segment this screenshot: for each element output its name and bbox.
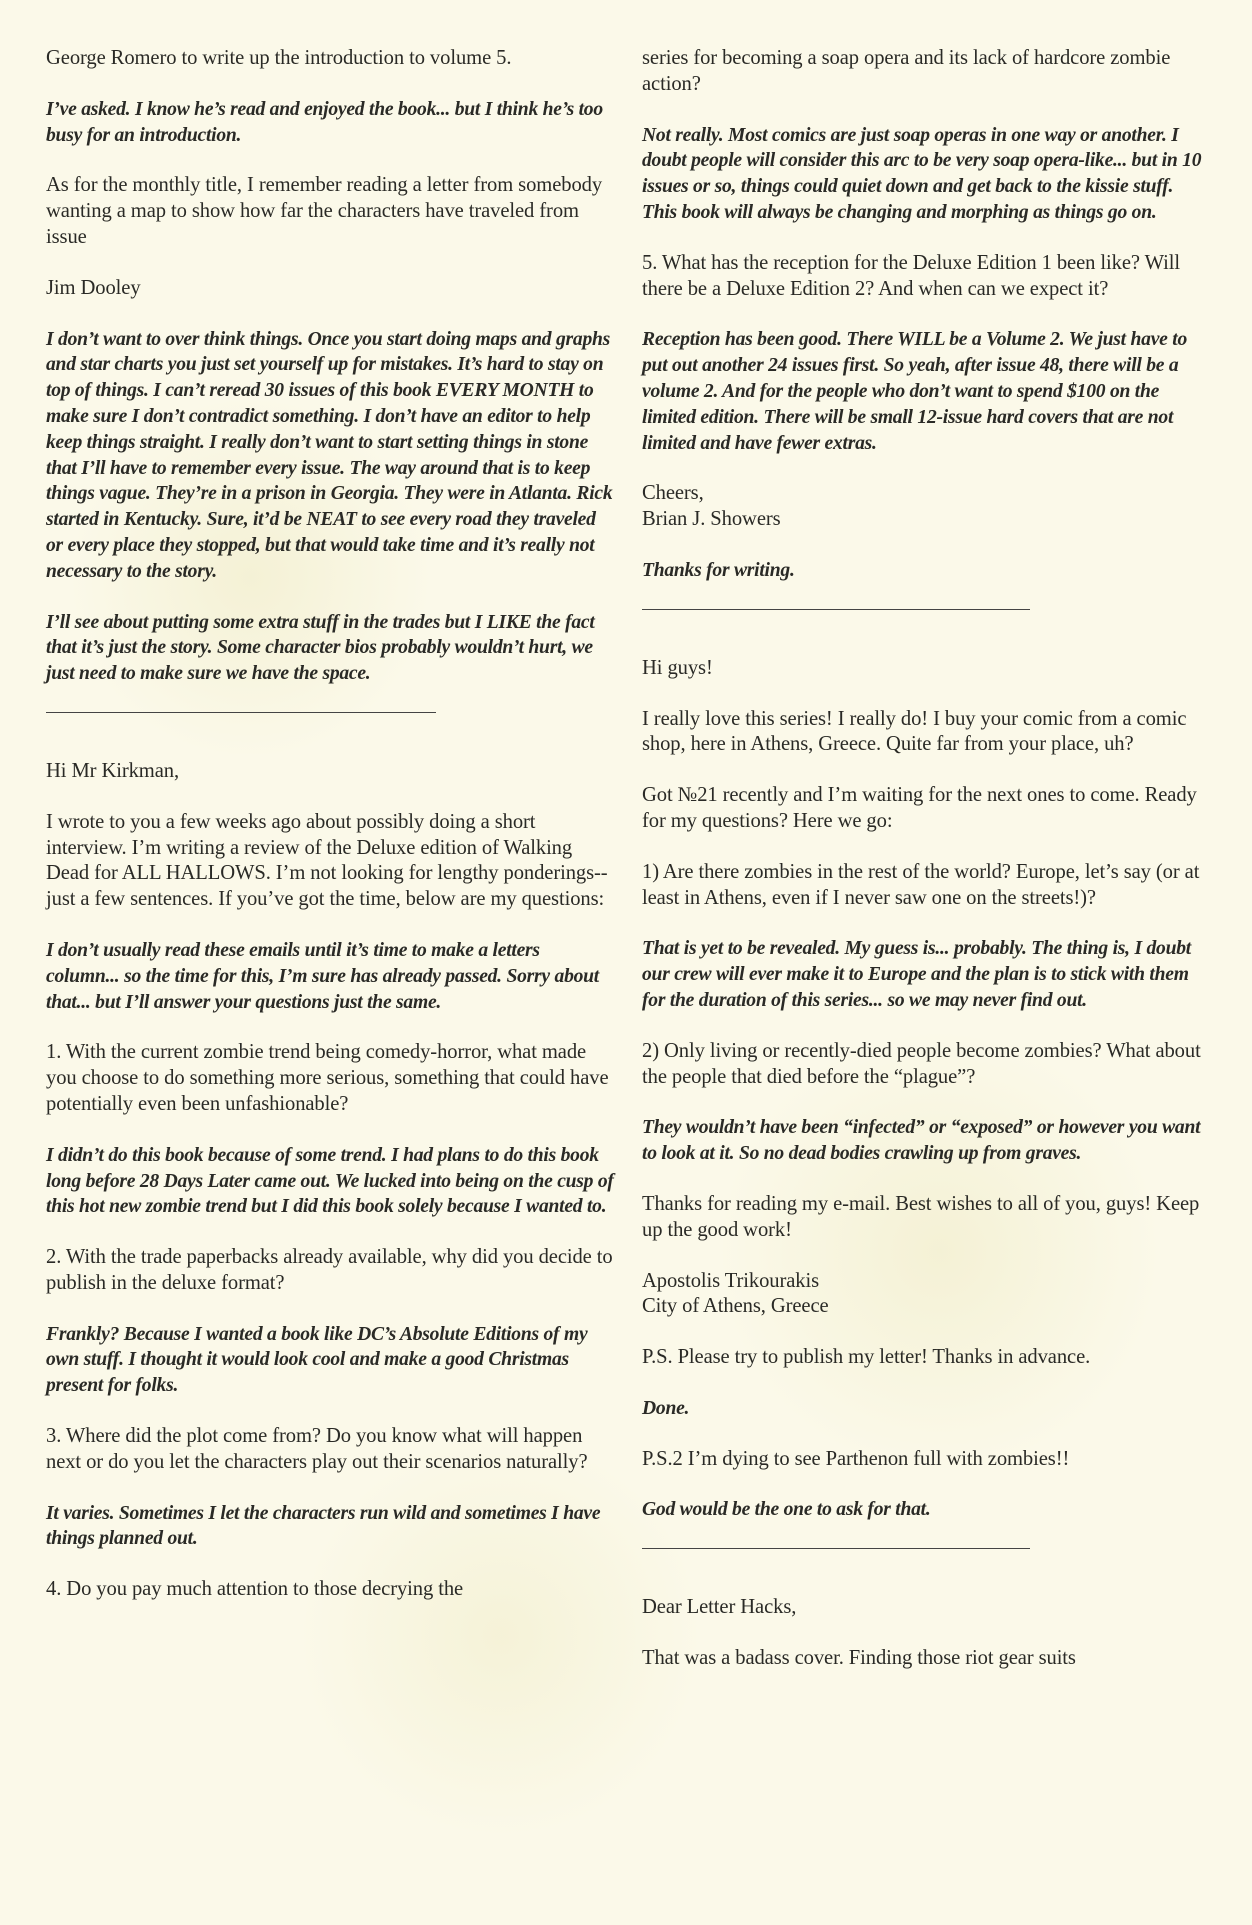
right-question-5: 5. What has the reception for the Deluxe Edition 1 been like? Will there be a Deluxe Edition 2? And when can we expect it? (642, 251, 1180, 300)
left-column (46, 46, 616, 1628)
left-answer-6: Frankly? Because I wanted a book like DC’s Absolute Editions of my own stuff. I thought it would look cool and make a good Christmas present for folks. (46, 1323, 588, 1397)
right-ps-1: P.S. Please try to publish my letter! Thanks in advance. (642, 1346, 1091, 1369)
right-para-1: series for becoming a soap opera and its lack of hardcore zombie action? (642, 47, 1171, 95)
left-question-2: 2. With the trade paperbacks already available, why did you decide to publish in the deluxe format? (46, 1246, 613, 1294)
left-para-2: As for the monthly title, I remember reading a letter from somebody wanting a map to show how far the characters have traveled from issue (46, 174, 603, 248)
right-answer-1: Not really. Most comics are just soap operas in one way or another. I doubt people will consider this arc to be very soap opera-like... but in 10 issues or so, things could quiet down and get back to the kissie stuff. This book will always be changing and morphing as things go on. (642, 124, 1202, 223)
right-signoff-brian: Cheers, Brian J. Showers (642, 482, 781, 531)
right-answer-4: That is yet to be revealed. My guess is... probably. The thing is, I doubt our crew will ever make it to Europe and the plan is to stick with them for the duration of this series... so we may never find out. (642, 938, 1191, 1011)
left-answer-3: I’ll see about putting some extra stuff in the trades but I LIKE the fact that it’s just the story. Some character bios probably wouldn’t hurt, we just need to make sure we have the space. (46, 611, 595, 685)
right-para-3: Got №21 recently and I’m waiting for the next ones to come. Ready for my questions? Here we go: (642, 784, 1197, 832)
left-question-3: 3. Where did the plot come from? Do you know what will happen next or do you let the characters play out their scenarios naturally? (46, 1425, 588, 1473)
right-question-7: 2) Only living or recently-died people become zombies? What about the people that died before the “plague”? (642, 1039, 1201, 1088)
left-para-1: George Romero to write up the introduction to volume 5. (46, 47, 512, 69)
right-answer-2: Reception has been good. There WILL be a Volume 2. We just have to put out another 24 issues first. So yeah, after issue 48, there will be a volume 2. And for the people who don’t want to spend $100 on the limited edition. There will be small 12-issue hard covers that are not limited and have fewer extras. (642, 329, 1188, 454)
left-answer-1: I’ve asked. I know he’s read and enjoyed the book... but I think he’s too busy for an introduction. (46, 98, 603, 146)
right-divider-1 (642, 609, 1030, 610)
right-greeting-1: Hi guys! (642, 656, 713, 679)
right-question-6: 1) Are there zombies in the rest of the world? Europe, let’s say (or at least in Athens, even if I never saw one on the streets!)? (642, 860, 1200, 909)
right-para-5: That was a badass cover. Finding those riot gear suits (642, 1647, 1076, 1670)
right-answer-5: They wouldn’t have been “infected” or “exposed” or however you want to look at it. So no dead bodies crawling up from graves. (642, 1117, 1201, 1165)
left-para-3: I wrote to you a few weeks ago about possibly doing a short interview. I’m writing a review of the Deluxe edition of Walking Dead for ALL HALLOWS. I’m not looking for lengthy ponderings--just a few sentences. If you’ve got the time, below are my questions: (46, 810, 608, 911)
right-para-2: I really love this series! I really do! I buy your comic from a comic shop, here in Athens, Greece. Quite far from your place, uh? (642, 707, 1187, 756)
right-column (642, 46, 1207, 1697)
right-answer-3: Thanks for writing. (642, 559, 795, 581)
left-answer-4: I don’t usually read these emails until it’s time to make a letters column... so the time for this, I’m sure has already passed. Sorry about that... but I’ll answer your questions just the same. (46, 939, 600, 1013)
left-signature-jim: Jim Dooley (46, 276, 141, 299)
right-signoff-apostolis: Apostolis Trikourakis City of Athens, Greece (642, 1269, 829, 1318)
left-divider-1 (46, 712, 436, 713)
left-answer-7: It varies. Sometimes I let the characters run wild and sometimes I have things planned out. (46, 1502, 601, 1550)
right-para-4: Thanks for reading my e-mail. Best wishes to all of you, guys! Keep up the good work! (642, 1192, 1200, 1241)
left-question-1: 1. With the current zombie trend being comedy-horror, what made you choose to do something more serious, something that could have potentially even been unfashionable? (46, 1041, 609, 1115)
left-greeting: Hi Mr Kirkman, (46, 759, 180, 782)
left-answer-5: I didn’t do this book because of some trend. I had plans to do this book long before 28 Days Later came out. We lucked into being on the cusp of this hot new zombie trend but I did this book solely because I wanted to. (46, 1144, 614, 1218)
right-greeting-2: Dear Letter Hacks, (642, 1596, 797, 1619)
right-ps-2: P.S.2 I’m dying to see Parthenon full with zombies!! (642, 1447, 1070, 1470)
right-divider-2 (642, 1548, 1030, 1549)
right-answer-6: Done. (642, 1397, 690, 1419)
right-answer-7: God would be the one to ask for that. (642, 1499, 931, 1521)
left-question-4: 4. Do you pay much attention to those decrying the (46, 1578, 464, 1601)
left-answer-2: I don’t want to over think things. Once you start doing maps and graphs and star charts you just set yourself up for mistakes. It’s hard to stay on top of things. I can’t reread 30 issues of this book EVERY MONTH to make sure I don’t contradict something. I don’t have an editor to help keep things straight. I really don’t want to start setting things in stone that I’ll have to remember every issue. The way around that is to keep things vague. They’re in a prison in Georgia. They were in Atlanta. Rick started in Kentucky. Sure, it’d be NEAT to see every road they traveled or every place they stopped, but that would take time and it’s really not necessary to the story. (46, 328, 613, 582)
